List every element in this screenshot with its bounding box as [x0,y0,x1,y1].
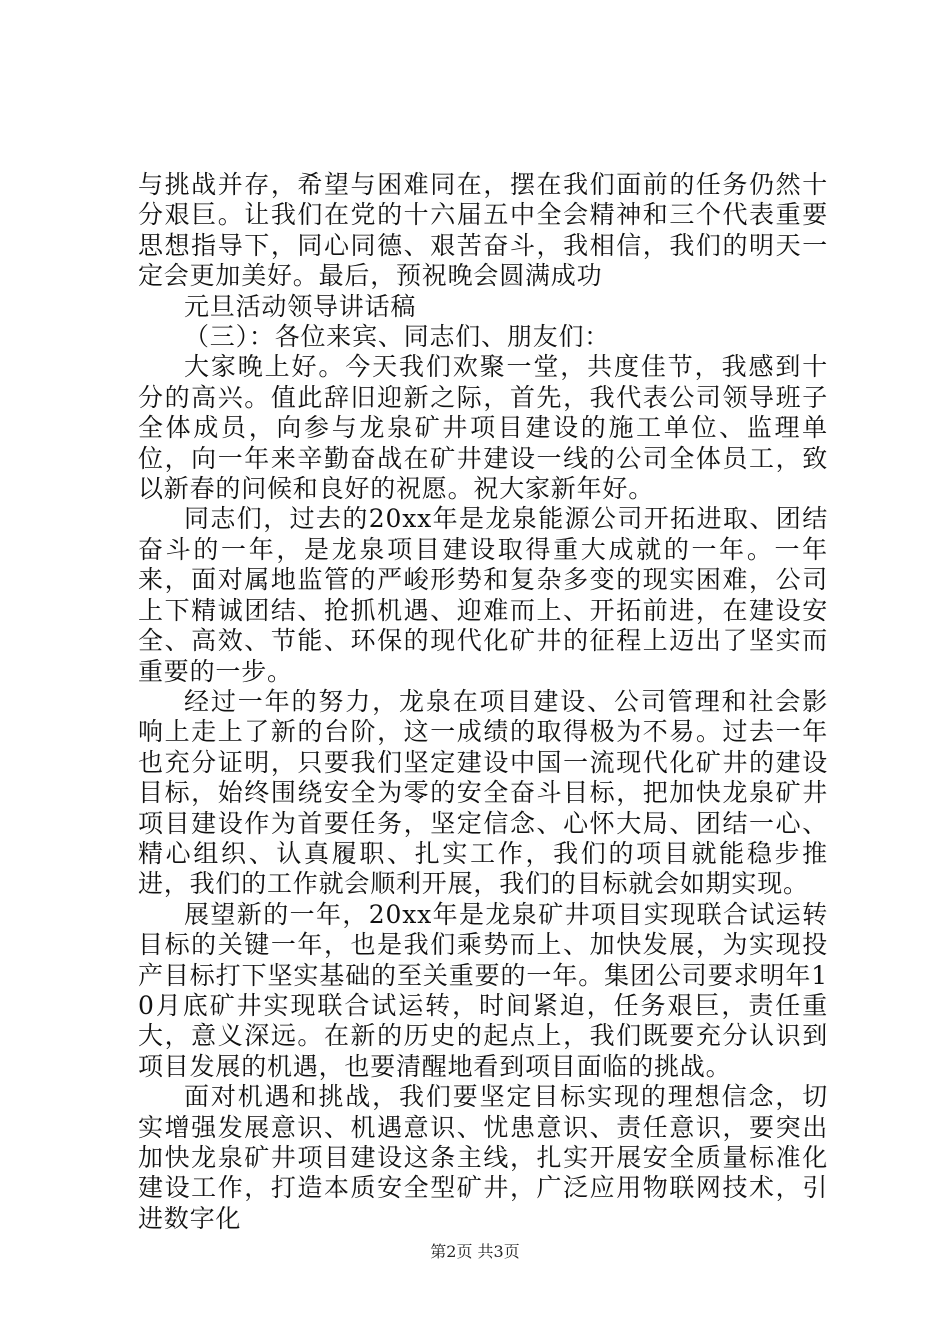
page-number-label: 第2页 共3页 [430,1242,520,1261]
paragraph-achievements: 经过一年的努力，龙泉在项目建设、公司管理和社会影响上走上了新的台阶，这一成绩的取得极为不易。过去一年也充分证明，只要我们坚定建设中国一流现代化矿井的建设目标，始终围绕安全为零的安全奋斗目标，把加快龙泉矿井项目建设作为首要任务，坚定信念、心怀大局、团结一心、精心组织、认真履职、扎实工作，我们的项目就能稳步推进，我们的工作就会顺利开展，我们的目标就会如期实现。 [138,686,828,899]
paragraph-greeting: 大家晚上好。今天我们欢聚一堂，共度佳节，我感到十分的高兴。值此辞旧迎新之际，首先，我代表公司领导班子全体成员，向参与龙泉矿井项目建设的施工单位、监理单位，向一年来辛勤奋战在矿井建设一线的公司全体员工，致以新春的问候和良好的祝愿。祝大家新年好。 [138,352,828,504]
paragraph-heading: 元旦活动领导讲话稿 [184,291,417,321]
paragraph-past-year: 同志们，过去的20xx年是龙泉能源公司开拓进取、团结奋斗的一年，是龙泉项目建设取得重大成就的一年。一年来，面对属地监管的严峻形势和复杂多变的现实困难，公司上下精诚团结、抢抓机遇、迎难而上、开拓前进，在建设安全、高效、节能、环保的现代化矿井的征程上迈出了坚实而重要的一步。 [138,504,828,686]
paragraph-outlook: 展望新的一年，20xx年是龙泉矿井项目实现联合试运转目标的关键一年，也是我们乘势而上、加快发展，为实现投产目标打下坚实基础的至关重要的一年。集团公司要求明年10月底矿井实现联合试运转，时间紧迫，任务艰巨，责任重大，意义深远。在新的历史的起点上，我们既要充分认识到项目发展的机遇，也要清醒地看到项目面临的挑战。 [138,899,828,1081]
paragraph-challenges: 面对机遇和挑战，我们要坚定目标实现的理想信念，切实增强发展意识、机遇意识、忧患意识、责任意识，要突出加快龙泉矿井项目建设这条主线，扎实开展安全质量标准化建设工作，打造本质安全型矿井，广泛应用物联网技术，引进数字化 [138,1082,828,1233]
page-footer [0,1242,950,1262]
body-text [138,170,828,1234]
paragraph-continuation: 与挑战并存，希望与困难同在，摆在我们面前的任务仍然十分艰巨。让我们在党的十六届五中全会精神和三个代表重要思想指导下，同心同德、艰苦奋斗，我相信，我们的明天一定会更加美好。最后，预祝晚会圆满成功 [138,170,828,291]
paragraph-salutation: （三）：各位来宾、同志们、朋友们： [184,322,611,352]
